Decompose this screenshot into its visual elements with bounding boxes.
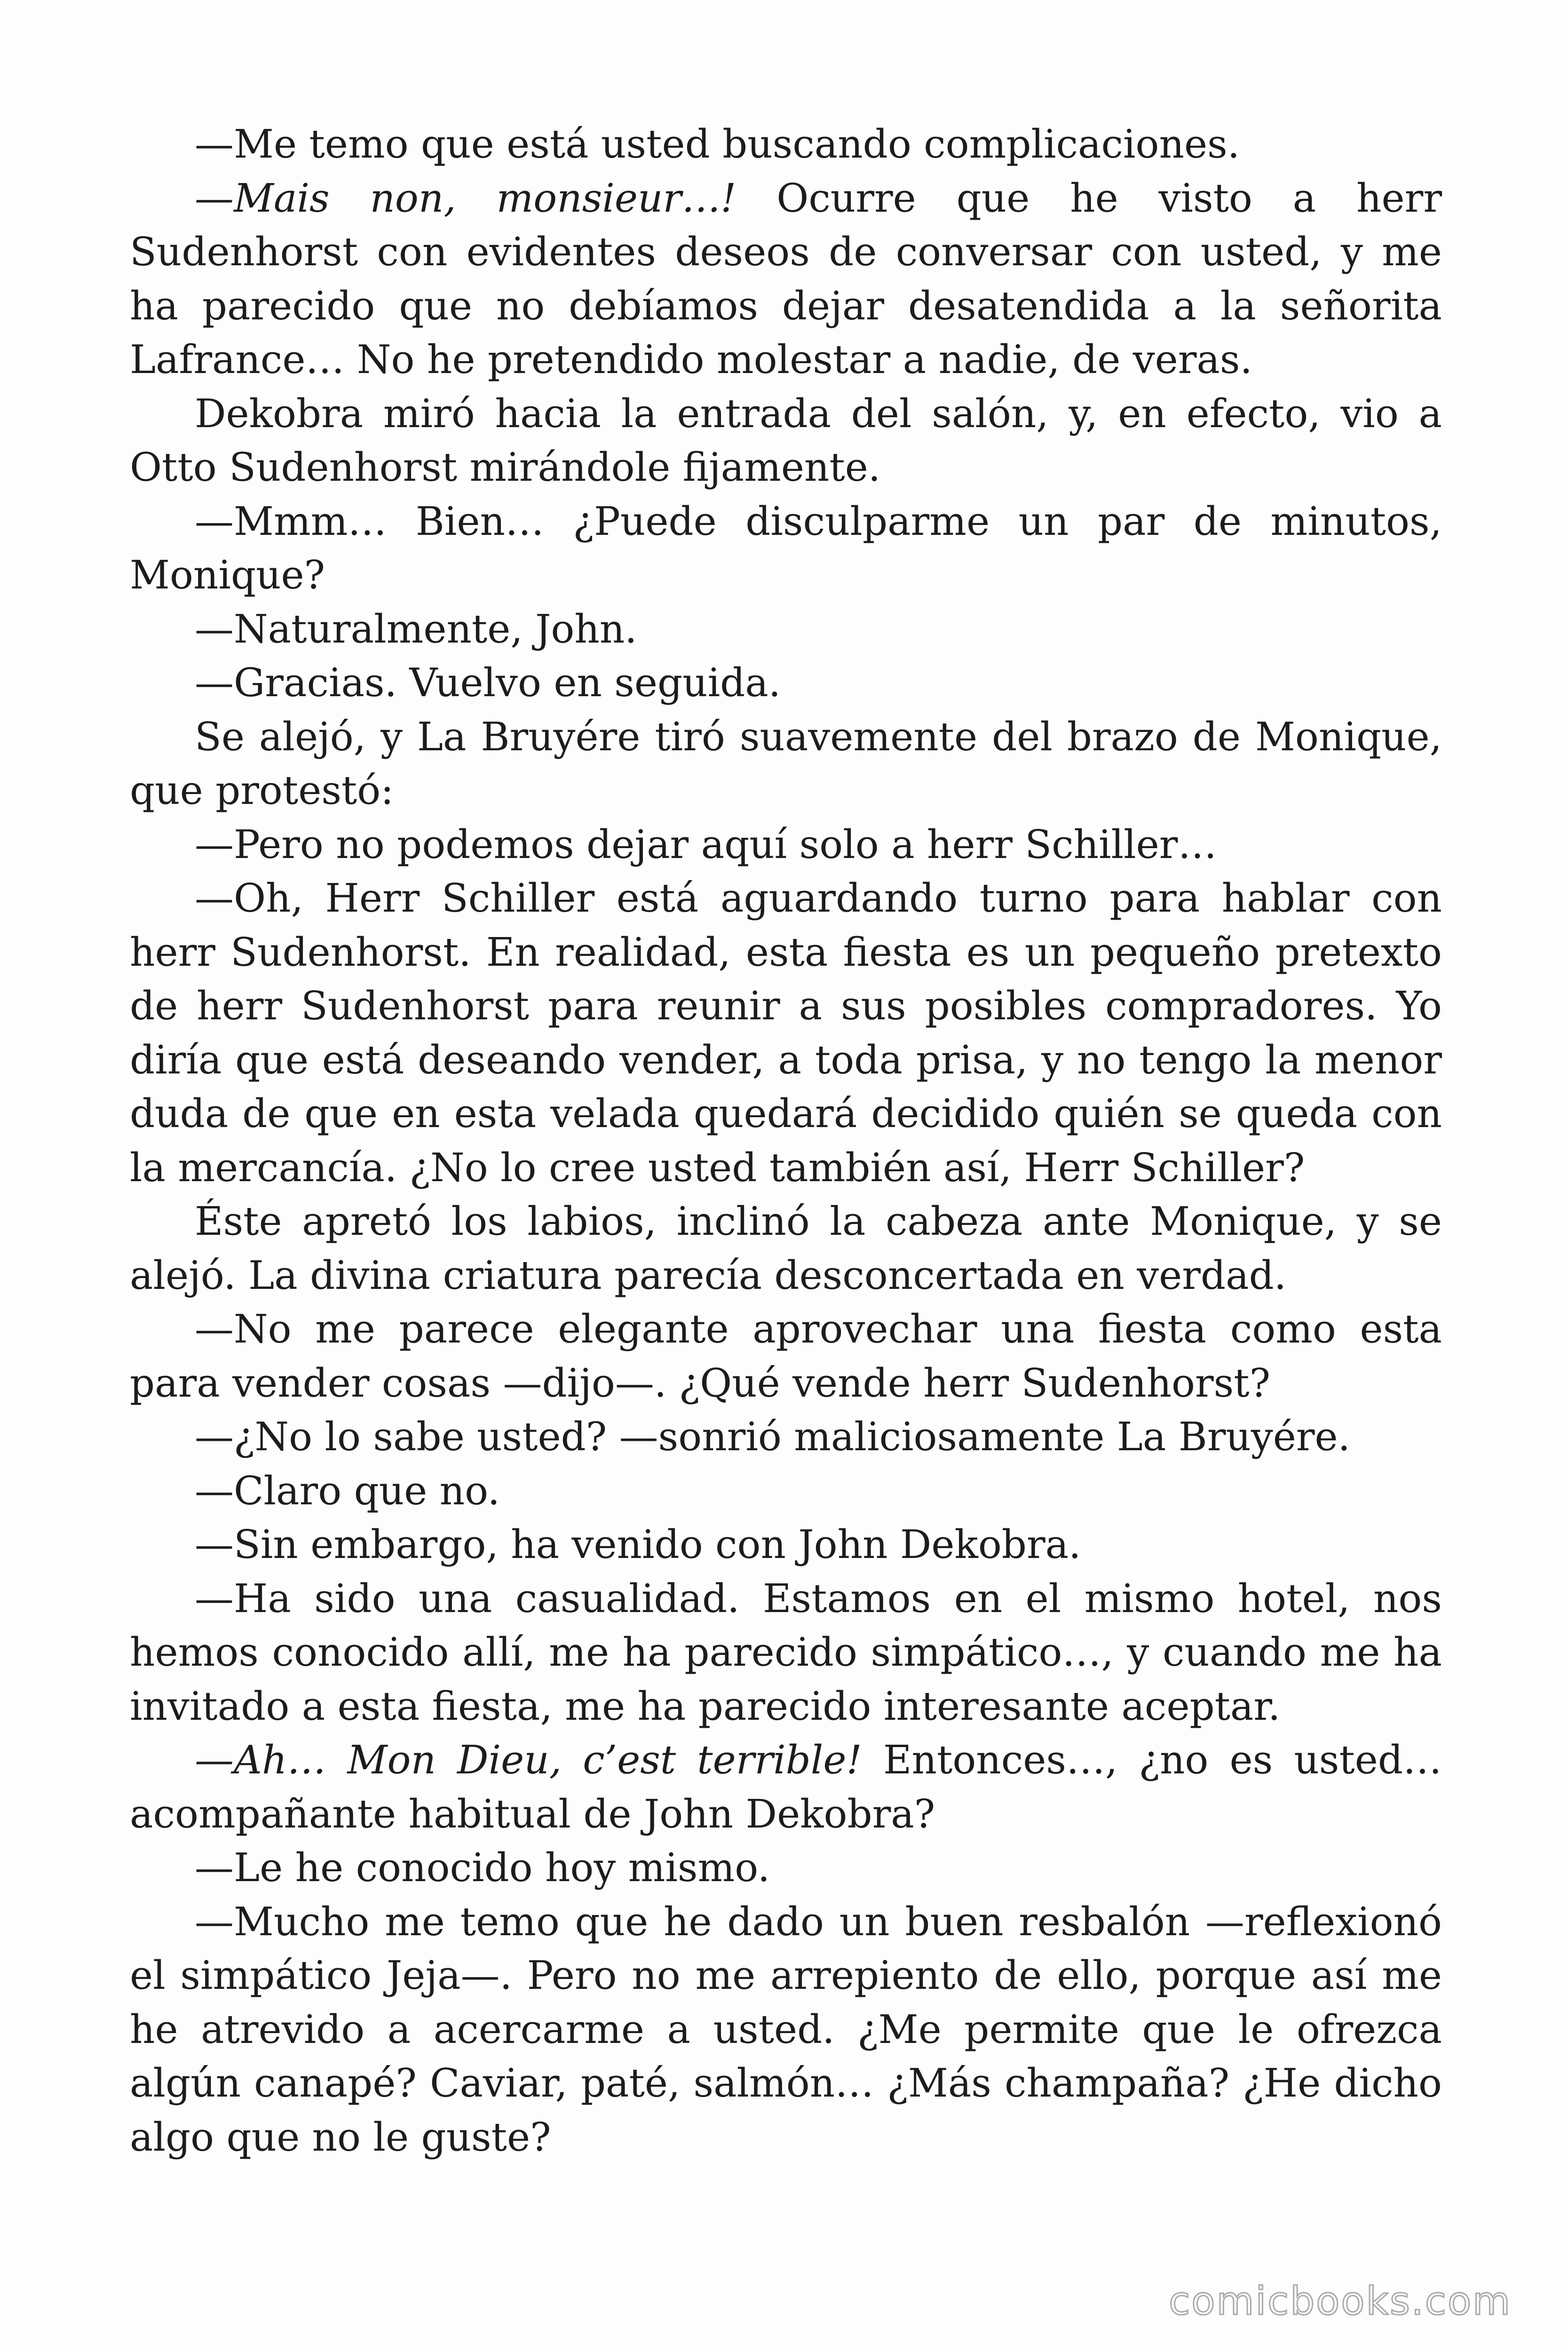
paragraph-text: Ocurre que he visto a herr Sudenhorst con evidentes deseos de conversar con usted, y me ha parecido que no debíamos dejar desatendida a la señorita Lafrance… No he pretendido molestar a nadie, de veras. — [130, 175, 1442, 382]
paragraph — [130, 118, 1442, 172]
paragraph — [130, 1895, 1442, 2165]
paragraph-text: —Pero no podemos dejar aquí solo a herr Schiller… — [195, 821, 1217, 867]
paragraph — [130, 1195, 1442, 1303]
paragraph — [130, 872, 1442, 1195]
paragraph-text: Se alejó, y La Bruyére tiró suavemente del brazo de Monique, que protestó: — [130, 714, 1442, 813]
paragraph-text: —Claro que no. — [195, 1468, 500, 1514]
paragraph — [130, 1464, 1442, 1518]
paragraph — [130, 710, 1442, 818]
paragraph-text: —¿No lo sabe usted? —sonrió maliciosamente La Bruyére. — [195, 1414, 1351, 1460]
book-page-body — [130, 118, 1442, 2164]
paragraph-text: —Me temo que está usted buscando complicaciones. — [195, 121, 1240, 167]
dialogue-dash: — — [195, 175, 234, 221]
paragraph — [130, 387, 1442, 495]
paragraph-text: —Le he conocido hoy mismo. — [195, 1845, 770, 1891]
italic-phrase: —Ah… Mon Dieu, c’est terrible! — [195, 1737, 862, 1783]
paragraph — [130, 1518, 1442, 1572]
italic-phrase: Mais non, monsieur…! — [234, 175, 736, 221]
paragraph — [130, 818, 1442, 872]
paragraph-text: —Ha sido una casualidad. Estamos en el mismo hotel, nos hemos conocido allí, me ha parecido simpático…, y cuando me ha invitado a esta fiesta, me ha parecido interesante aceptar. — [130, 1575, 1442, 1729]
watermark-text: comicbooks.com — [1169, 2279, 1512, 2324]
paragraph — [130, 1841, 1442, 1895]
paragraph — [130, 603, 1442, 657]
paragraph-text: —Naturalmente, John. — [195, 606, 637, 652]
paragraph-text: —Sin embargo, ha venido con John Dekobra. — [195, 1522, 1081, 1567]
paragraph — [130, 1303, 1442, 1410]
paragraph-text: —Mmm… Bien… ¿Puede disculparme un par de minutos, Monique? — [130, 498, 1442, 598]
paragraph-text: —Mucho me temo que he dado un buen resbalón —reflexionó el simpático Jeja—. Pero no me arrepiento de ello, porque así me he atrevido a acercarme a usted. ¿Me permite que le ofrezca algún canapé? Caviar, paté, salmón… ¿Más champaña? ¿He dicho algo que no le guste? — [130, 1899, 1442, 2160]
paragraph-text: Dekobra miró hacia la entrada del salón, y, en efecto, vio a Otto Sudenhorst mirándole fijamente. — [130, 390, 1442, 490]
paragraph-text: —Gracias. Vuelvo en seguida. — [195, 660, 781, 706]
paragraph — [130, 495, 1442, 603]
paragraph — [130, 656, 1442, 710]
paragraph-text: —Oh, Herr Schiller está aguardando turno para hablar con herr Sudenhorst. En realidad, esta fiesta es un pequeño pretexto de herr Sudenhorst para reunir a sus posibles compradores. Yo diría que está deseando vender, a toda prisa, y no tengo la menor duda de que en esta velada quedará decidido quién se queda con la mercancía. ¿No lo cree usted también así, Herr Schiller? — [130, 875, 1442, 1191]
paragraph — [130, 1572, 1442, 1734]
paragraph-text: —No me parece elegante aprovechar una fiesta como esta para vender cosas —dijo—. ¿Qué vende herr Sudenhorst? — [130, 1306, 1442, 1406]
paragraph — [130, 1733, 1442, 1841]
paragraph-text: Entonces…, ¿no es usted… acompañante habitual de John Dekobra? — [130, 1737, 1442, 1837]
paragraph — [130, 172, 1442, 387]
paragraph — [130, 1410, 1442, 1464]
paragraph-text: Éste apretó los labios, inclinó la cabeza ante Monique, y se alejó. La divina criatura parecía desconcertada en verdad. — [130, 1199, 1442, 1298]
